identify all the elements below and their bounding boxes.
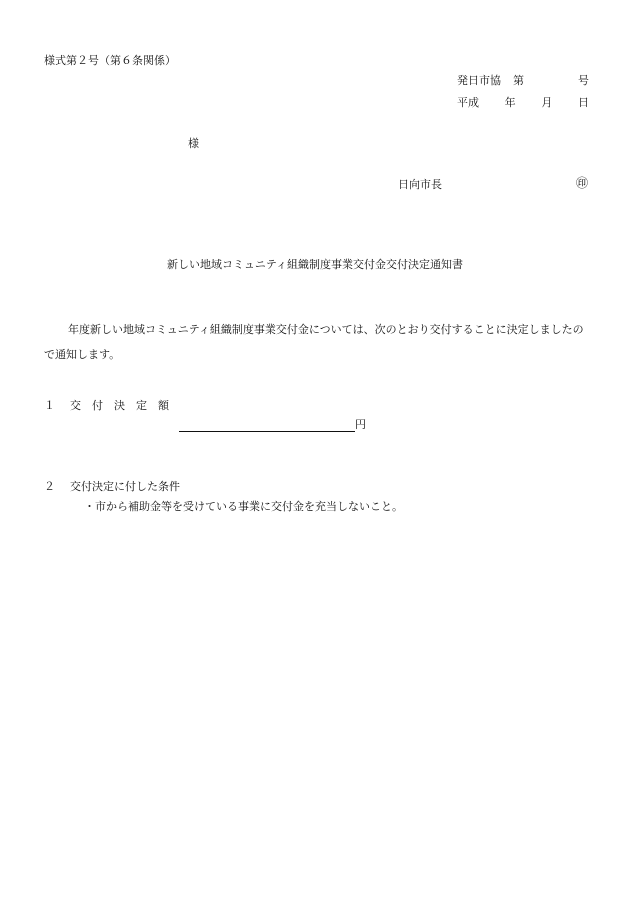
sender-name: 日向市長 bbox=[398, 178, 442, 191]
document-title: 新しい地域コミュニティ組織制度事業交付金交付決定通知書 bbox=[167, 258, 463, 271]
amount-field bbox=[179, 418, 366, 432]
item-1-number: １ bbox=[44, 399, 55, 412]
number-go: 号 bbox=[578, 74, 589, 87]
date-month: 月 bbox=[541, 96, 553, 109]
document-date bbox=[457, 96, 589, 110]
document-number bbox=[457, 74, 589, 88]
item-2 bbox=[44, 480, 180, 494]
item-1-label: 交 付 決 定 額 bbox=[70, 399, 169, 412]
condition-item: ・市から補助金等を受けている事業に交付金を充当しないこと。 bbox=[84, 500, 403, 513]
number-blank bbox=[536, 74, 566, 88]
item-2-label: 交付決定に付した条件 bbox=[70, 480, 180, 493]
amount-unit: 円 bbox=[355, 418, 366, 431]
body-text: 年度新しい地域コミュニティ組織制度事業交付金については、次のとおり交付することに決定しましたので通知します。 bbox=[44, 323, 584, 361]
form-number: 様式第２号（第６条関係） bbox=[44, 54, 176, 67]
date-era: 平成 bbox=[457, 96, 479, 109]
date-day: 日 bbox=[577, 96, 589, 109]
issuing-office: 発日市協 bbox=[457, 74, 501, 87]
item-1 bbox=[44, 399, 169, 413]
item-2-number: ２ bbox=[44, 480, 55, 493]
addressee-honorific: 様 bbox=[188, 137, 199, 150]
seal-mark: ㊞ bbox=[576, 176, 589, 190]
amount-blank-line bbox=[179, 418, 355, 432]
date-year: 年 bbox=[504, 96, 516, 109]
number-dai: 第 bbox=[513, 74, 524, 87]
